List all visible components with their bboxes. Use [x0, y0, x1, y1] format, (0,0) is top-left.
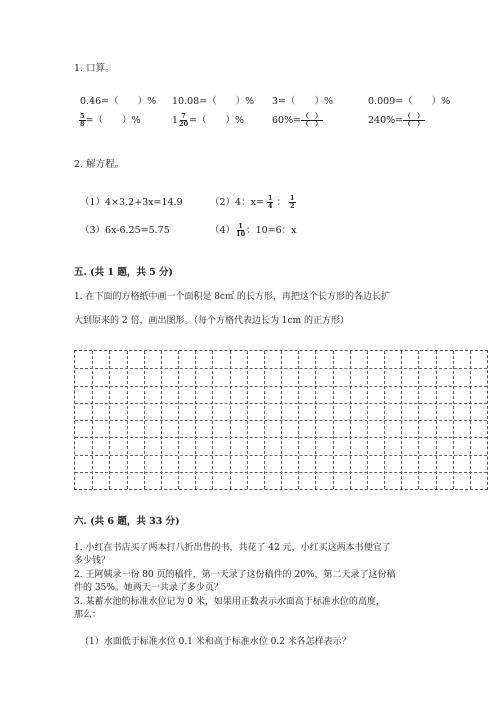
q3-line1: 3. 某蓄水池的标准水位记为 0 米，如果用正数表示水面高于标准水位的高度，	[74, 597, 385, 607]
section6-title: 六. (共 6 题，共 33 分)	[74, 516, 180, 527]
q1-line1: 1. 小红在书店买了两本打八折出售的书，共花了 42 元，小红买这两本书便宜了	[74, 543, 391, 553]
oral-item-5: $\frac{5}{8}$ =（ ）%	[80, 112, 141, 128]
oral-item-3: 3=（ ）%	[272, 96, 334, 107]
section5-q1-line1: 1. 在下面的方格纸中画一个面积是 8c㎡ 的长方形，再把这个长方形的各边长扩	[74, 292, 390, 302]
fraction-1-4: $\frac{1}{4}$	[267, 194, 273, 210]
fraction-1-2: $\frac{1}{2}$	[290, 194, 295, 210]
grid-hline	[75, 386, 487, 387]
fraction-blank-1: $\frac{( )}{( )}$	[302, 112, 322, 128]
grid-hline	[75, 420, 487, 421]
oral-item-6: 1 $\frac{7}{20}$ =（ ）%	[172, 112, 245, 128]
grid-paper[interactable]	[74, 350, 488, 490]
fraction-7-20: $\frac{7}{20}$	[179, 112, 189, 128]
fraction-5-8: $\frac{5}{8}$	[80, 112, 85, 128]
oral-item-2: 10.08=（ ）%	[172, 96, 255, 107]
section5-title: 五. (共 1 题，共 5 分)	[74, 267, 174, 278]
oral-item-4: 0.009=（ ）%	[368, 96, 451, 107]
grid-hline	[75, 472, 487, 473]
grid-hline	[75, 437, 487, 438]
q2-line1: 2. 王阿姨录一份 80 页的稿件，第一天录了这份稿件的 20%，第二天录了这份稿	[74, 570, 396, 580]
q1-line2: 多少钱？	[74, 556, 111, 566]
equation-4: （4） $\frac{1}{10}$ ：10=6：x	[210, 222, 297, 238]
section2-heading: 2. 解方程。	[74, 159, 125, 170]
q3-sub1: （1）水面低于标准水位 0.1 米和高于标准水位 0.2 米各怎样表示？	[80, 637, 351, 647]
oral-item-7: 60%= $\frac{( )}{( )}$	[272, 112, 322, 128]
grid-hline	[75, 368, 487, 369]
oral-item-8: 240%= $\frac{( )}{( )}$	[368, 112, 424, 128]
q2-line2: 件的 35%。她两天一共录了多少页？	[74, 583, 223, 593]
q3-line2: 那么：	[74, 610, 102, 620]
section5-q1-line2: 大到原来的 2 倍，画出图形。（每个方格代表边长为 1cm 的正方形）	[74, 316, 349, 326]
equation-3: （3）6x-6.25=5.75	[80, 225, 170, 236]
equation-2: （2）4：x= $\frac{1}{4}$ ： $\frac{1}{2}$	[210, 194, 295, 210]
fraction-blank-2: $\frac{( )}{( )}$	[404, 112, 424, 128]
oral-item-1: 0.46=（ ）%	[80, 96, 157, 107]
grid-hline	[75, 403, 487, 404]
fraction-1-10: $\frac{1}{10}$	[236, 222, 246, 238]
section1-heading: 1. 口算。	[74, 63, 115, 74]
equation-1: （1）4×3.2+3x=14.9	[80, 197, 183, 208]
grid-hline	[75, 455, 487, 456]
